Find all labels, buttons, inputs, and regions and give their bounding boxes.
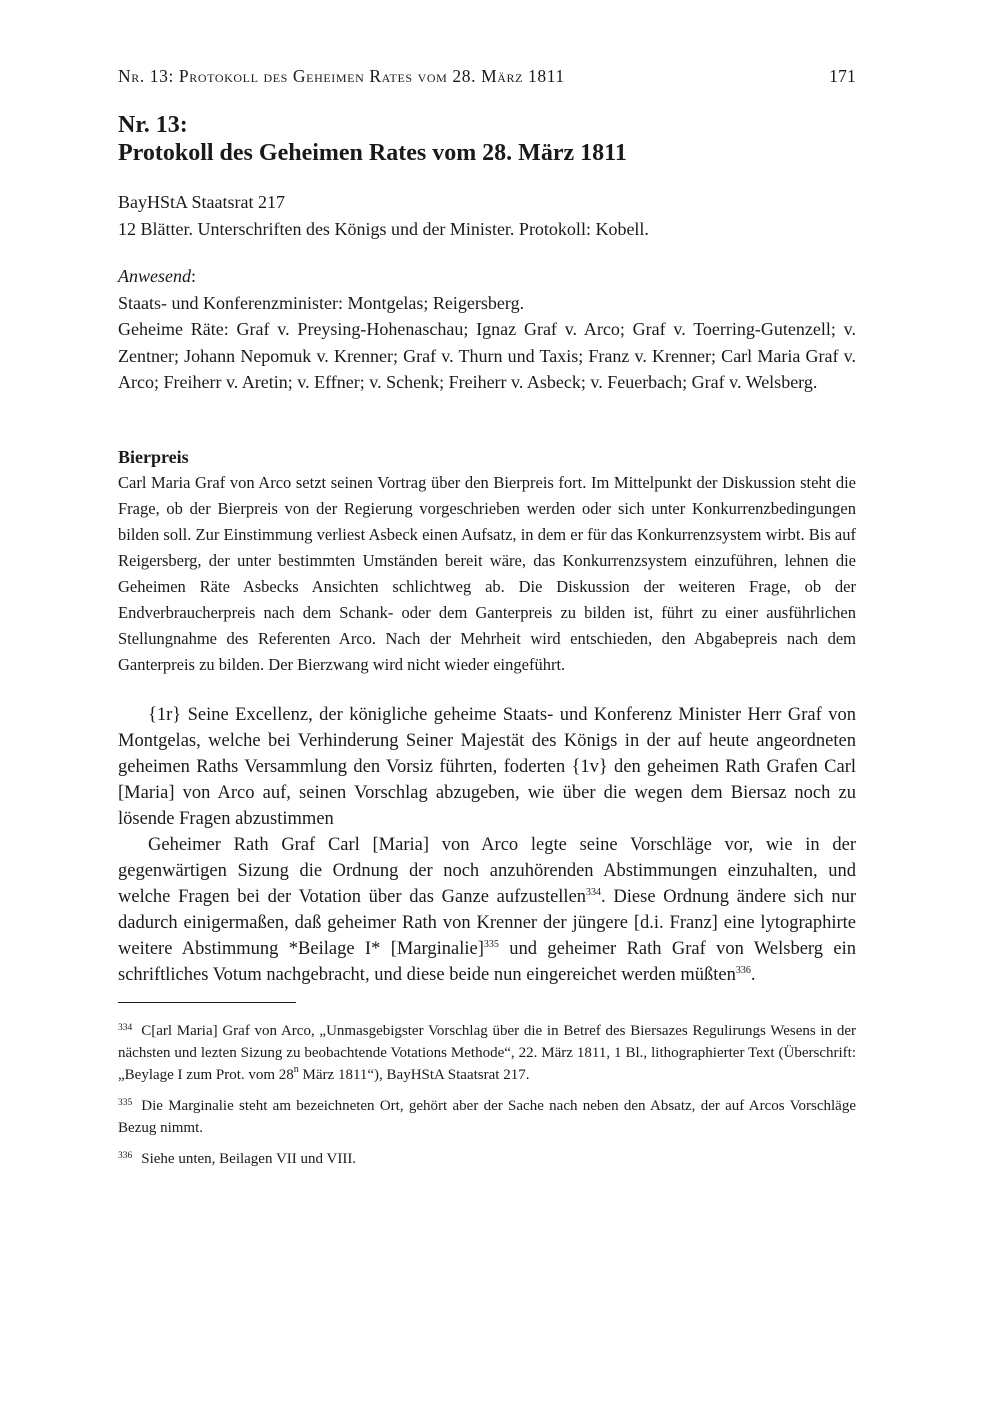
attendance-ministers: Staats- und Konferenzminister: Montgelas; Reigersberg. [118, 292, 525, 313]
footnote: $^{335}$ Die Marginalie steht am bezeichneten Ort, gehört aber der Sache nach neben den Absatz, der auf Arcos Vorschläge Bezug nimmt. [118, 1097, 856, 1136]
footnote-number: 335 [118, 1097, 133, 1108]
attendance-councillors: Geheime Räte: Graf v. Preysing-Hohenaschau; Ignaz Graf v. Arco; Graf v. Toerring-Gutenzell; v. Zentner; Johann Nepomuk v. Krenner; Graf v. Thurn und Taxis; Franz v. Krenner; Carl Maria Graf v. Arco; Freiherr v. Aretin; v. Effner; v. Schenk; Freiherr v. Asbeck; v. Feuerbach; Graf v. Welsberg. [118, 319, 856, 392]
document-heading [118, 111, 856, 167]
paragraph: Geheimer Rath Graf Carl [Maria] von Arco legte seine Vorschläge vor, wie in der gegenwärtigen Sizung die Ordnung der noch anzuhörenden Abstimmungen einzuhalten, und welche Fragen bei der Votation über das Ganze aufzustellen$^{334}$. Diese Ordnung ändere sich nur dadurch einigermaßen, daß geheimer Rath von Krenner der jüngere [d.i. Franz] eine lytographirte weitere Abstimmung *Beilage I* [Marginalie]$^{335}$ und geheimer Rath Graf von Welsberg ein schriftliches Votum nachgebracht, und diese beide nun eingereichet werden müßten$^{336}$. [118, 834, 856, 985]
section-summary: Carl Maria Graf von Arco setzt seinen Vortrag über den Bierpreis fort. Im Mittelpunkt der Diskussion steht die Frage, ob der Bierpreis von der Regierung vorgeschrieben werden oder sich unter Konkurrenzbedingungen bilden soll. Zur Einstimmung verliest Asbeck einen Aufsatz, in dem er für das Konkurrenzsystem wirbt. Bis auf Reigersberg, der unter bestimmten Umständen bereit wäre, das Konkurrenzsystem einzuführen, lehnen die Geheimen Räte Asbecks Ansichten schlichtweg ab. Die Diskussion der weiteren Frage, ob der Endverbraucherpreis nach dem Schank- oder dem Ganterpreis zu bilden ist, führt zu einer ausführlichen Stellungnahme des Referenten Arco. Nach der Mehrheit wird entschieden, den Abgabepreis nach dem Ganterpreis zu bilden. Der Bierzwang wird nicht wieder eingeführt. [118, 472, 856, 674]
source-description: 12 Blätter. Unterschriften des Königs und der Minister. Protokoll: Kobell. [118, 219, 649, 239]
attendance: Anwesend: Staats- und Konferenzminister: Montgelas; Reigersberg. Geheime Räte: Graf v. Preysing-Hohenaschau; Ignaz Graf v. Arco; Graf v. Toerring-Gutenzell; v. Zentner; Johann Nepomuk v. Krenner; Graf v. Thurn und Taxis; Franz v. Krenner; Carl Maria Graf v. Arco; Freiherr v. Aretin; v. Effner; v. Schenk; Freiherr v. Asbeck; v. Feuerbach; Graf v. Welsberg. [118, 263, 856, 396]
footnote-divider [118, 1002, 296, 1003]
footnote-ref[interactable]: 335 [483, 938, 499, 950]
source-info [118, 189, 856, 243]
footnote: $^{334}$ C[arl Maria] Graf von Arco, „Unmasgebigster Vorschlag über die in Betref des Biersazes Regulirungs Wesens in der nächsten und lezten Sizung zu beobachtende Votations Methode“, 22. März 1811, 1 Bl., lithographierter Text (Überschrift: „Beylage I zum Prot. vom 28$^n$ März 1811“), BayHStA Staatsrat 217. [118, 1022, 856, 1083]
document-page [118, 66, 856, 1176]
page-number: 171 [829, 66, 856, 86]
running-head-title: Nr. 13: Protokoll des Geheimen Rates vom 28. März 1811 [118, 66, 565, 86]
section-title: Bierpreis [118, 446, 189, 467]
heading-title: Protokoll des Geheimen Rates vom 28. März 1811 [118, 140, 627, 166]
archive-reference: BayHStA Staatsrat 217 [118, 192, 285, 212]
paragraph: {1r} Seine Excellenz, der königliche geheime Staats- und Konferenz Minister Herr Graf von Montgelas, welche bei Verhinderung Seiner Majestät des Königs in der auf heute angeordneten geheimen Raths Versammlung den Vorsiz führten, foderten {1v} den geheimen Rath Grafen Carl [Maria] von Arco auf, seinen Vorschlag abzugeben, wie über die wegen dem Biersaz noch zu lösende Fragen abzustimmen [118, 704, 856, 829]
running-head [118, 66, 856, 87]
footnote-number: 336 [118, 1150, 133, 1161]
footnote-ref[interactable]: 334 [586, 886, 602, 898]
protocol-text [118, 702, 856, 988]
footnotes [118, 1017, 856, 1170]
attendance-label: Anwesend [118, 266, 191, 286]
footnote-ref[interactable]: 336 [735, 964, 751, 976]
heading-number: Nr. 13: [118, 112, 188, 138]
footnote: $^{336}$ Siehe unten, Beilagen VII und VIII. [118, 1150, 357, 1167]
footnote-number: 334 [118, 1022, 133, 1033]
